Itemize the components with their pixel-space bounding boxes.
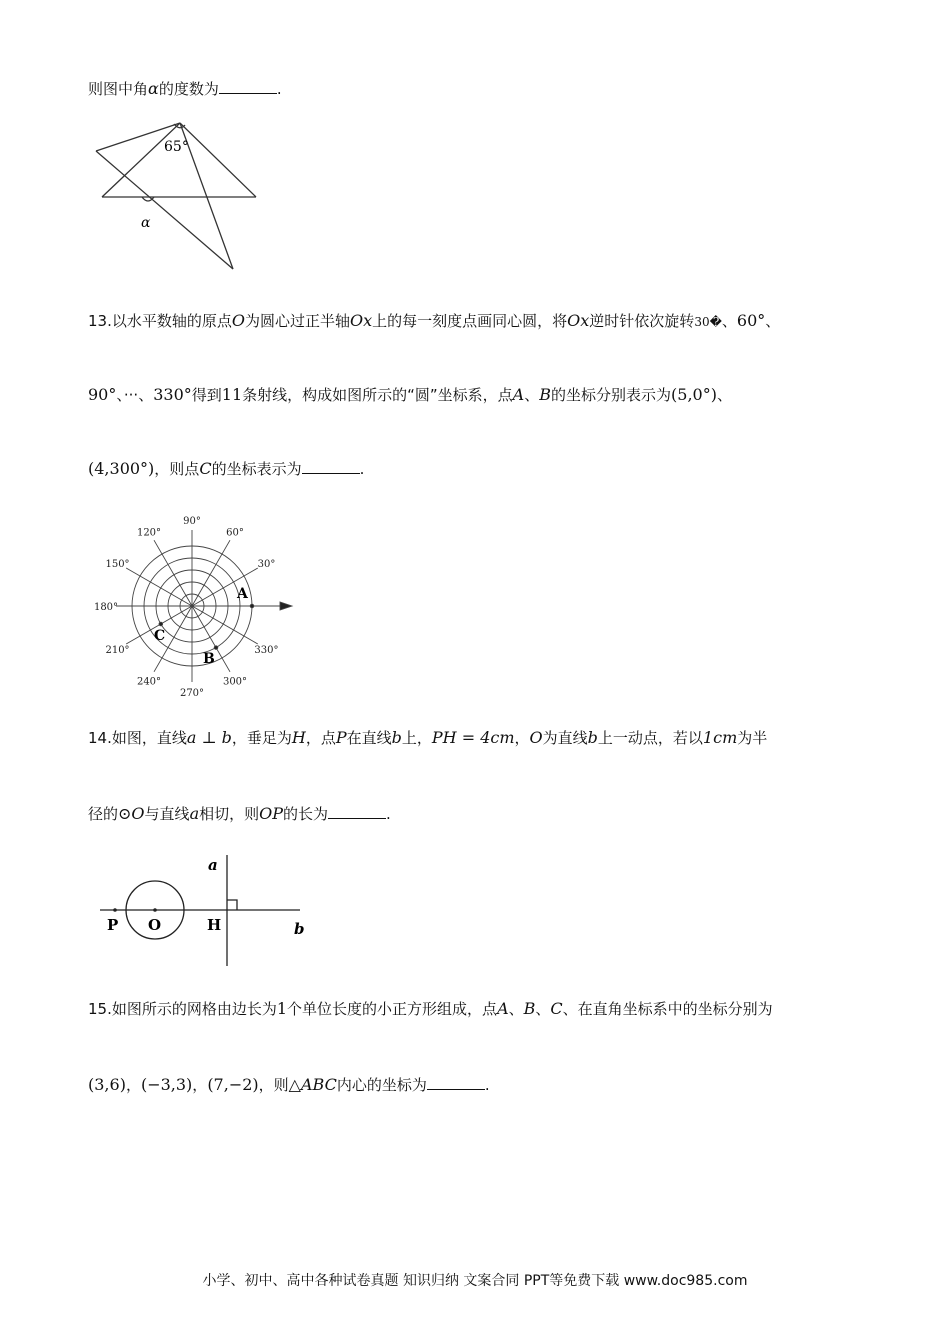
alpha-symbol: α bbox=[148, 79, 159, 98]
math-B: B bbox=[539, 385, 552, 404]
q14-text: 相切，则 bbox=[199, 805, 260, 823]
math-A: A bbox=[512, 385, 525, 404]
q14-sep: ， bbox=[514, 729, 530, 747]
q14-line-1 bbox=[88, 727, 767, 748]
math-Ox: Ox bbox=[350, 311, 373, 330]
math-OP: OP bbox=[259, 804, 284, 823]
math-coord-A: (5,0°) bbox=[671, 385, 717, 404]
q14-text: ，点 bbox=[305, 729, 336, 747]
point-B: B bbox=[203, 651, 215, 667]
math-a-perp-b: a ⊥ b bbox=[186, 728, 232, 747]
q15-sep: ， bbox=[192, 1076, 208, 1094]
q13-line-3 bbox=[88, 458, 364, 479]
math-O: O bbox=[529, 728, 543, 747]
q14-text: 的长为 bbox=[283, 805, 329, 823]
q13-line-2 bbox=[88, 384, 732, 405]
q13-sep: 、 bbox=[721, 312, 737, 330]
q15-text: ，则 bbox=[258, 1076, 289, 1094]
q13-text: 13.以水平数轴的原点 bbox=[88, 312, 232, 330]
angle-label: 180° bbox=[93, 602, 119, 613]
q12-text-before: 则图中角 bbox=[88, 80, 149, 98]
page-footer: 小学、初中、高中各种试卷真题 知识归纳 文案合同 PPT等免费下载 www.doc985.com bbox=[202, 1273, 748, 1289]
ray bbox=[154, 540, 192, 606]
axis-arrow bbox=[280, 602, 292, 610]
math-Ox: Ox bbox=[567, 311, 590, 330]
q13-end: . bbox=[359, 460, 365, 478]
math-30: 30� bbox=[694, 315, 722, 329]
polar-figure bbox=[88, 510, 303, 700]
q12-figure bbox=[88, 115, 268, 275]
q14-text: 上， bbox=[401, 729, 432, 747]
q14-text: 为半 bbox=[737, 729, 768, 747]
label-H: H bbox=[207, 916, 222, 934]
math-60: 60° bbox=[736, 311, 766, 330]
angle-label: 30° bbox=[257, 559, 276, 570]
q15-sep: 、 bbox=[535, 1000, 551, 1018]
q12-line bbox=[88, 78, 282, 99]
q14-text: 上一动点，若以 bbox=[597, 729, 703, 747]
q12-text-after: 的度数为 bbox=[158, 80, 219, 98]
math-330: 330° bbox=[153, 385, 192, 404]
fig-alpha: α bbox=[141, 215, 151, 231]
q14-text: 径的 bbox=[88, 805, 119, 823]
q13-text: 为圆心过正半轴 bbox=[244, 312, 350, 330]
q14-line-2 bbox=[88, 803, 391, 824]
point-dot bbox=[250, 604, 254, 608]
point-dot bbox=[159, 622, 163, 626]
q12-end: . bbox=[276, 80, 282, 98]
answer-blank bbox=[302, 461, 360, 474]
math-coord-C: (7,−2) bbox=[207, 1075, 259, 1094]
q13-sep: 、 bbox=[116, 386, 124, 404]
q15-line-1 bbox=[88, 998, 773, 1019]
math-11: 11 bbox=[221, 385, 243, 404]
point-C: C bbox=[154, 628, 166, 644]
angle-label: 300° bbox=[222, 676, 248, 688]
q13-sep: 、 bbox=[138, 386, 154, 404]
math-coord-A: (3,6) bbox=[88, 1075, 126, 1094]
ray bbox=[192, 568, 258, 606]
label-O: O bbox=[148, 916, 162, 934]
math-PH: PH = 4cm bbox=[431, 728, 515, 747]
q15-end: . bbox=[484, 1076, 490, 1094]
q13-text: 的坐标分别表示为 bbox=[551, 386, 672, 404]
q15-sep: 、 bbox=[508, 1000, 524, 1018]
q13-text: 条射线，构成如图所示的“圆”坐标系，点 bbox=[242, 386, 513, 404]
math-a: a bbox=[189, 804, 200, 823]
angle-label: 120° bbox=[136, 527, 162, 539]
ray bbox=[192, 606, 258, 644]
q14-text: 在直线 bbox=[346, 729, 392, 747]
ray bbox=[192, 540, 230, 606]
q13-text: ，则点 bbox=[154, 460, 200, 478]
math-C: C bbox=[199, 459, 212, 478]
label-P: P bbox=[107, 916, 119, 934]
answer-blank bbox=[219, 81, 277, 94]
angle-label: 210° bbox=[105, 645, 130, 656]
math-P: P bbox=[335, 728, 347, 747]
q15-line-2 bbox=[88, 1074, 490, 1095]
q13-sep: 、 bbox=[524, 386, 540, 404]
ray bbox=[126, 568, 192, 606]
answer-blank bbox=[427, 1077, 485, 1090]
q15-text: 个单位长度的小正方形组成，点 bbox=[287, 1000, 498, 1018]
q13-ellipsis: ··· bbox=[123, 386, 139, 404]
point-dot bbox=[214, 646, 218, 650]
math-90: 90° bbox=[88, 385, 117, 404]
q15-text: 15.如图所示的网格由边长为 bbox=[88, 1000, 277, 1018]
angle-label: 270° bbox=[179, 688, 205, 699]
math-b: b bbox=[587, 728, 598, 747]
math-coord-B: (−3,3) bbox=[140, 1075, 193, 1094]
q14-text: 与直线 bbox=[144, 805, 190, 823]
math-H: H bbox=[291, 728, 306, 747]
point-A: A bbox=[237, 586, 248, 602]
q13-text: 上的每一刻度点画同心圆，将 bbox=[372, 312, 568, 330]
angle-label: 60° bbox=[226, 527, 244, 539]
angle-label: 150° bbox=[105, 559, 130, 570]
math-triangle-ABC: △ABC bbox=[288, 1075, 337, 1094]
q13-text: 得到 bbox=[191, 386, 222, 404]
q13-sep: 、 bbox=[716, 386, 732, 404]
math-coord-B: (4,300°) bbox=[88, 459, 155, 478]
math-A: A bbox=[497, 999, 509, 1018]
q13-sep: 、 bbox=[765, 312, 781, 330]
q13-line-1 bbox=[88, 310, 780, 331]
q14-figure bbox=[95, 850, 310, 970]
math-B: B bbox=[523, 999, 536, 1018]
label-b: b bbox=[294, 920, 305, 938]
math-C: C bbox=[550, 999, 563, 1018]
q15-sep: ， bbox=[125, 1076, 141, 1094]
q13-text: 逆时针依次旋转 bbox=[589, 312, 695, 330]
math-b: b bbox=[391, 728, 402, 747]
q15-text: 、在直角坐标系中的坐标分别为 bbox=[562, 1000, 773, 1018]
q14-text: 为直线 bbox=[542, 729, 588, 747]
fig-angle-65: 65° bbox=[164, 139, 189, 155]
angle-label: 90° bbox=[183, 516, 201, 527]
math-1: 1 bbox=[276, 999, 288, 1018]
answer-blank bbox=[328, 806, 386, 819]
angle-label: 240° bbox=[136, 676, 162, 688]
q15-text: 内心的坐标为 bbox=[336, 1076, 427, 1094]
q14-text: ，垂足为 bbox=[231, 729, 292, 747]
angle-label: 330° bbox=[254, 645, 279, 656]
q13-text: 的坐标表示为 bbox=[211, 460, 302, 478]
math-O: O bbox=[231, 311, 245, 330]
math-1cm: 1cm bbox=[702, 728, 738, 747]
label-a: a bbox=[208, 856, 218, 874]
q14-text: 14.如图，直线 bbox=[88, 729, 187, 747]
q14-end: . bbox=[386, 805, 391, 823]
math-circle-O: ⊙O bbox=[118, 804, 145, 823]
